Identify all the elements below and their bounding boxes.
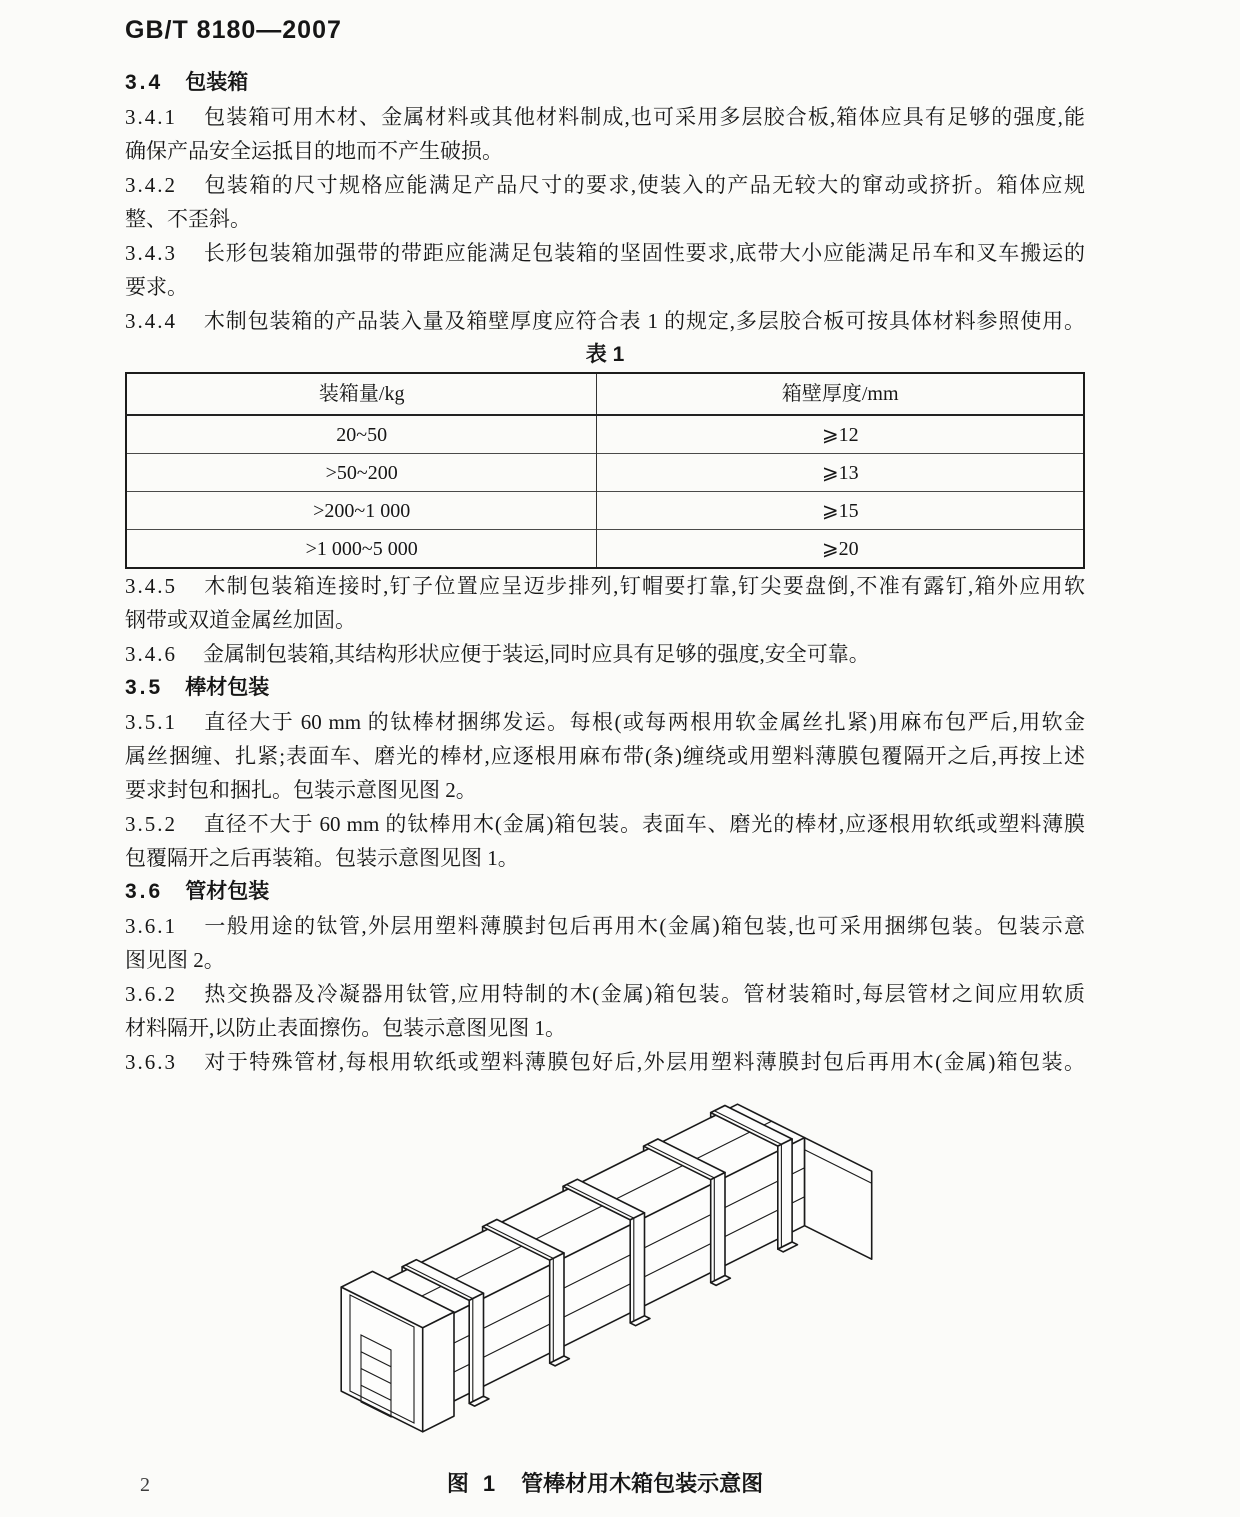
clause-number: 3.5.2 bbox=[125, 812, 177, 836]
cell-thickness: ⩾15 bbox=[597, 492, 1084, 530]
clause-3-4-5 bbox=[125, 569, 1085, 637]
column-header-thickness: 箱壁厚度/mm bbox=[597, 373, 1084, 415]
clause-text: 木制包装箱连接时,钉子位置应呈迈步排列,钉帽要打靠,钉尖要盘倒,不准有露钉,箱外应用软 bbox=[203, 574, 1085, 598]
clause-text: 要求。 bbox=[125, 275, 188, 299]
section-number: 3.4 bbox=[125, 71, 164, 94]
clause-number: 3.4.3 bbox=[125, 241, 177, 265]
clause-number: 3.4.2 bbox=[125, 173, 177, 197]
cell-thickness: ⩾13 bbox=[597, 454, 1084, 492]
cell-thickness: ⩾12 bbox=[597, 415, 1084, 454]
clause-text: 直径大于 60 mm 的钛棒材捆绑发运。每根(或每两根用软金属丝扎紧)用麻布包严后,用软金 bbox=[203, 710, 1085, 734]
clause-text: 一般用途的钛管,外层用塑料薄膜封包后再用木(金属)箱包装,也可采用捆绑包装。包装示意 bbox=[203, 914, 1085, 938]
clause-3-6-3 bbox=[125, 1045, 1085, 1079]
table-1-caption: 表 1 bbox=[585, 343, 625, 366]
column-header-load: 装箱量/kg bbox=[126, 373, 597, 415]
clause-text: 材料隔开,以防止表面擦伤。包装示意图见图 1。 bbox=[125, 1016, 566, 1040]
section-title: 棒材包装 bbox=[185, 676, 270, 699]
clause-3-4-6 bbox=[125, 637, 1085, 671]
section-title: 包装箱 bbox=[185, 71, 249, 94]
clause-text: 要求封包和捆扎。包装示意图见图 2。 bbox=[125, 778, 477, 802]
cell-load: >200~1 000 bbox=[126, 492, 597, 530]
clause-text: 整、不歪斜。 bbox=[125, 207, 251, 231]
clause-3-4-4 bbox=[125, 304, 1085, 338]
clause-text: 金属制包装箱,其结构形状应便于装运,同时应具有足够的强度,安全可靠。 bbox=[203, 642, 870, 666]
standard-code: GB/T 8180—2007 bbox=[125, 16, 342, 44]
clause-3-6-1 bbox=[125, 909, 1085, 977]
table-row bbox=[126, 454, 1084, 492]
clause-text: 钢带或双道金属丝加固。 bbox=[125, 608, 356, 632]
clause-text: 属丝捆缠、扎紧;表面车、磨光的棒材,应逐根用麻布带(条)缠绕或用塑料薄膜包覆隔开之后,再按上述 bbox=[125, 744, 1085, 768]
cell-load: >1 000~5 000 bbox=[126, 530, 597, 569]
section-title: 管材包装 bbox=[185, 880, 270, 903]
clause-text: 热交换器及冷凝器用钛管,应用特制的木(金属)箱包装。管材装箱时,每层管材之间应用软质 bbox=[203, 982, 1085, 1006]
section-heading-3-4 bbox=[125, 66, 1085, 100]
figure-1-caption bbox=[125, 1467, 1085, 1501]
clause-text: 直径不大于 60 mm 的钛棒用木(金属)箱包装。表面车、磨光的棒材,应逐根用软纸或塑料薄膜 bbox=[203, 812, 1085, 836]
clause-number: 3.6.1 bbox=[125, 914, 177, 938]
clause-text: 木制包装箱的产品装入量及箱壁厚度应符合表 1 的规定,多层胶合板可按具体材料参照使用。 bbox=[203, 309, 1085, 333]
clause-number: 3.4.5 bbox=[125, 574, 177, 598]
section-heading-3-6 bbox=[125, 875, 1085, 909]
figure-label: 图 1 bbox=[446, 1471, 500, 1496]
clause-3-5-2 bbox=[125, 807, 1085, 875]
clause-number: 3.5.1 bbox=[125, 710, 177, 734]
clause-3-5-1 bbox=[125, 705, 1085, 807]
clause-3-4-1 bbox=[125, 100, 1085, 168]
clause-number: 3.4.6 bbox=[125, 642, 177, 666]
clause-3-6-2 bbox=[125, 977, 1085, 1045]
clause-number: 3.6.3 bbox=[125, 1050, 177, 1074]
figure-1-crate-drawing bbox=[325, 1095, 885, 1443]
cell-thickness: ⩾20 bbox=[597, 530, 1084, 569]
clause-number: 3.6.2 bbox=[125, 982, 177, 1006]
table-row bbox=[126, 492, 1084, 530]
table-1 bbox=[125, 372, 1085, 569]
clause-number: 3.4.1 bbox=[125, 105, 177, 129]
clause-text: 包装箱可用木材、金属材料或其他材料制成,也可采用多层胶合板,箱体应具有足够的强度,能 bbox=[203, 105, 1085, 129]
clause-text: 长形包装箱加强带的带距应能满足包装箱的坚固性要求,底带大小应能满足吊车和叉车搬运的 bbox=[203, 241, 1085, 265]
clause-number: 3.4.4 bbox=[125, 309, 177, 333]
clause-text: 对于特殊管材,每根用软纸或塑料薄膜包好后,外层用塑料薄膜封包后再用木(金属)箱包装。 bbox=[203, 1050, 1085, 1074]
document-body bbox=[125, 66, 1085, 1501]
table-row bbox=[126, 415, 1084, 454]
section-number: 3.6 bbox=[125, 880, 164, 903]
section-number: 3.5 bbox=[125, 676, 164, 699]
table-row bbox=[126, 530, 1084, 569]
cell-load: >50~200 bbox=[126, 454, 597, 492]
cell-load: 20~50 bbox=[126, 415, 597, 454]
page-number: 2 bbox=[140, 1474, 150, 1496]
clause-text: 包装箱的尺寸规格应能满足产品尺寸的要求,使装入的产品无较大的窜动或挤折。箱体应规 bbox=[203, 173, 1085, 197]
figure-title: 管棒材用木箱包装示意图 bbox=[521, 1471, 764, 1496]
figure-1 bbox=[125, 1095, 1085, 1501]
clause-text: 确保产品安全运抵目的地而不产生破损。 bbox=[125, 139, 503, 163]
clause-text: 图见图 2。 bbox=[125, 948, 225, 972]
clause-3-4-3 bbox=[125, 236, 1085, 304]
section-heading-3-5 bbox=[125, 671, 1085, 705]
clause-text: 包覆隔开之后再装箱。包装示意图见图 1。 bbox=[125, 846, 519, 870]
clause-3-4-2 bbox=[125, 168, 1085, 236]
table-header-row bbox=[126, 373, 1084, 415]
